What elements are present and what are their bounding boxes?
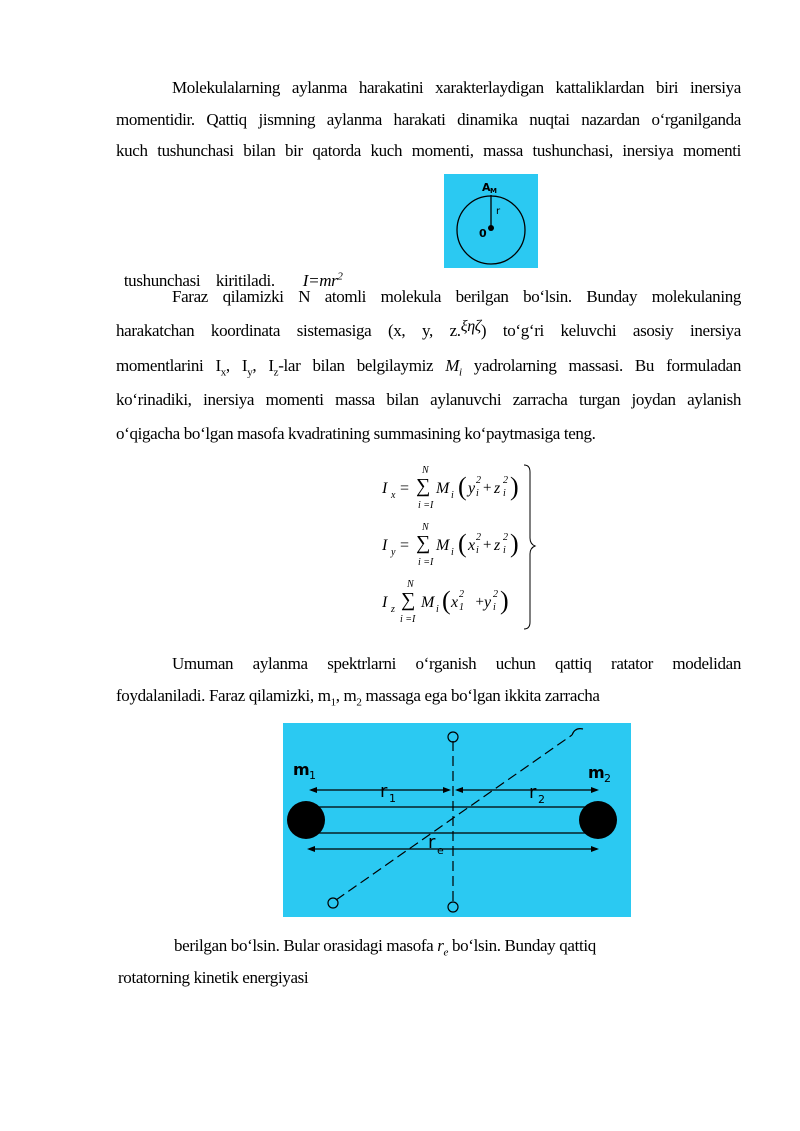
- p2-line-4: ko‘rinadiki, inersiya momenti massa bilan aylanuvchi zarracha turgan joydan aylanish: [116, 390, 741, 409]
- r2-arrowhead-left: [455, 787, 463, 793]
- center-dot: [488, 225, 494, 231]
- paragraph-4: [116, 930, 741, 994]
- label-re-sub: e: [437, 844, 444, 857]
- paragraph-3: [116, 648, 741, 712]
- label-m1-sub: 1: [309, 769, 316, 782]
- formula-I-mr2: $I=mr^2$: [302, 270, 343, 290]
- sigma: ∑: [416, 475, 431, 497]
- rotator-svg: [283, 723, 631, 917]
- label-m1: m: [293, 760, 310, 779]
- r1-arrowhead-right: [443, 787, 451, 793]
- label-re: r: [428, 832, 436, 853]
- label-m2-sub: 2: [604, 772, 611, 785]
- p4-line-2: rotatorning kinetik energiyasi: [118, 968, 309, 987]
- p2-line-3: momentlarini $I_x$, $I_y$, $I_z$-lar bilan belgilaymiz $M_i$ yadrolarning massasi. Bu formuladan: [116, 356, 741, 379]
- p2-line-2: harakatchan koordinata sistemasiga (x, y, z.ξηζ) to‘g‘ri keluvchi asosiy inersiya: [116, 318, 742, 340]
- paragraph-1: [116, 72, 741, 167]
- formula-row-Iz: I z N ∑ i =I M i ( x 2 1 + y 2 i ): [382, 579, 509, 625]
- p1-line-3: kuch tushunchasi bilan bir qatorda kuch momenti, massa tushunchasi, inersiya momenti: [116, 141, 741, 160]
- label-O: 0: [479, 227, 487, 240]
- p3-line-2: foydalaniladi. Faraz qilamizki, $m_1$, $m_2$ massaga ega bo‘lgan ikkita zarracha: [116, 686, 600, 709]
- r2-arrowhead-right: [591, 787, 599, 793]
- p4-line-1: berilgan bo‘lsin. Bular orasidagi masofa $r_e$ bo‘lsin. Bunday qattiq: [174, 936, 596, 959]
- label-A: A: [482, 181, 491, 194]
- sigma: ∑: [416, 532, 431, 554]
- label-r1: r: [380, 781, 388, 802]
- label-r: r: [496, 206, 501, 217]
- re-arrowhead-left: [307, 846, 315, 852]
- p1-line-1: Molekulalarning aylanma harakatini xarakterlaydigan kattaliklardan biri inersiya: [172, 78, 741, 97]
- figure-circle-svg: [444, 174, 538, 268]
- label-m2: m: [588, 763, 605, 782]
- label-r2: r: [529, 782, 537, 803]
- figure-circle: [444, 174, 538, 268]
- formula-brace: [522, 464, 538, 630]
- p2-line-5: o‘qigacha bo‘lgan masofa kvadratining summasining ko‘paytmasiga teng.: [116, 424, 596, 443]
- formula-row-Ix: I x = N ∑ i =I M i ( y 2 i + z 2 i ): [382, 465, 519, 511]
- p3-line-1: Umuman aylanma spektrlarni o‘rganish uchun qattiq ratator modelidan: [172, 654, 741, 673]
- mass-1: [287, 801, 325, 839]
- diagonal-C-arc: [572, 729, 583, 735]
- greek-letters: ξηζ: [460, 318, 481, 335]
- sigma: ∑: [401, 589, 416, 611]
- re-arrowhead-right: [591, 846, 599, 852]
- paragraph-2: [116, 280, 741, 451]
- label-A-sub: M: [490, 187, 497, 195]
- inertia-formulas: [380, 462, 540, 632]
- p1-line-4: tushunchasi kiritiladi. $I=mr^2$: [123, 270, 343, 290]
- figure-rotator: [283, 723, 631, 917]
- p2-line-1: Faraz qilamizki N atomli molekula berilgan bo‘lsin. Bunday molekulaning: [172, 287, 741, 306]
- r1-arrowhead-left: [309, 787, 317, 793]
- formula-row-Iy: I y = N ∑ i =I M i ( x 2 i + z 2 i ): [382, 522, 519, 568]
- label-r1-sub: 1: [389, 792, 396, 805]
- axis-top-node: [448, 732, 458, 742]
- axis-bottom-node: [448, 902, 458, 912]
- mass-2: [579, 801, 617, 839]
- diagonal-axis: [336, 735, 572, 900]
- p1-line-2: momentidir. Qattiq jismning aylanma harakati dinamika nuqtai nazardan o‘rganilganda: [116, 109, 741, 129]
- diagonal-end-node: [328, 898, 338, 908]
- label-r2-sub: 2: [538, 793, 545, 806]
